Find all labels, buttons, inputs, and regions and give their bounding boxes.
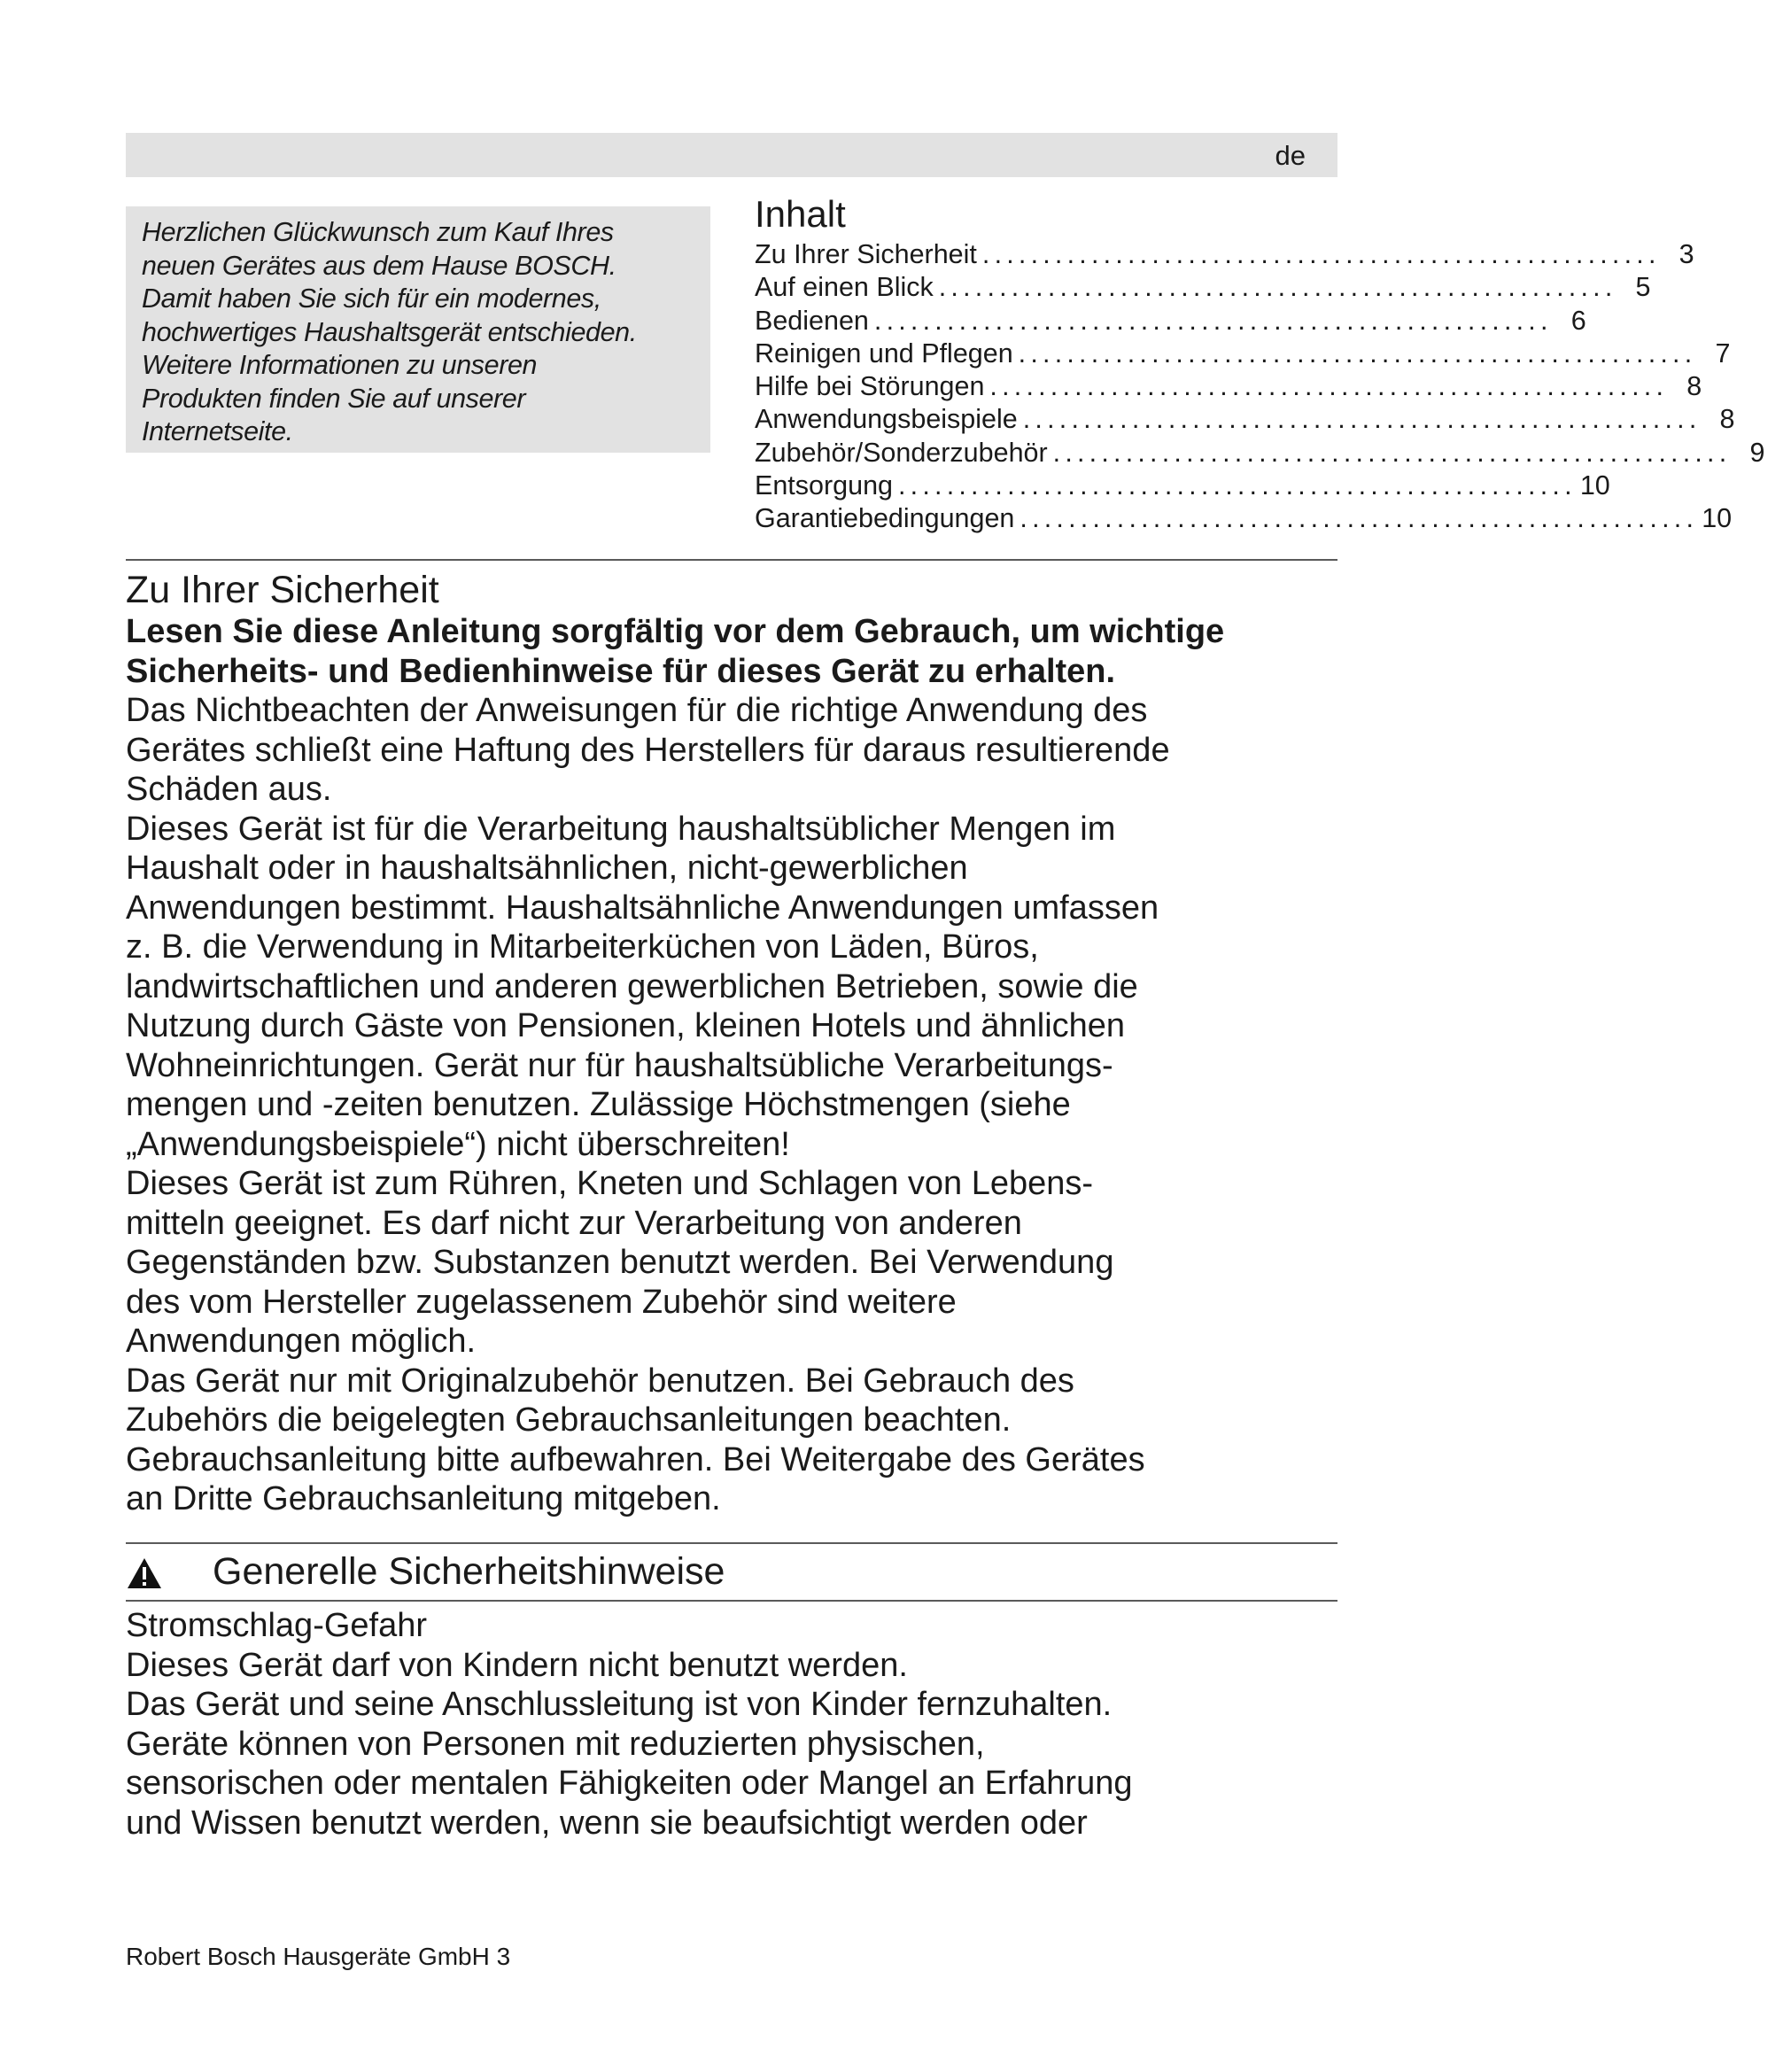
toc-entry-label: Anwendungsbeispiele [755,404,1018,435]
intro-line: Herzlichen Glückwunsch zum Kauf Ihres [142,217,614,247]
toc-entry[interactable] [755,305,1586,338]
body-line: Das Gerät und seine Anschlussleitung ist von Kinder fernzuhalten. [126,1686,1113,1723]
toc-entry-page: 8 [1686,371,1702,402]
toc-entry-label: Reinigen und Pflegen [755,338,1013,369]
warning-triangle-icon [126,1556,163,1590]
section-heading: Generelle Sicherheitshinweise [213,1550,725,1593]
intro-text [142,216,698,449]
header-bar [126,133,1337,177]
body-line: landwirtschaftlichen und anderen gewerblichen Betrieben, sowie die [126,967,1138,1005]
body-line: Schäden aus. [126,771,332,808]
intro-line: Produkten finden Sie auf unserer [142,383,526,414]
body-line: z. B. die Verwendung in Mitarbeiterküchen von Läden, Büros, [126,928,1039,966]
body-line: mengen und -zeiten benutzen. Zulässige Höchstmengen (siehe [126,1086,1071,1123]
toc-entry-page: 9 [1749,437,1765,468]
electric-shock-body [126,1646,1366,1843]
section-divider [126,559,1337,561]
toc-leader-dots: ........................................................ [1020,503,1699,534]
body-line: Dieses Gerät ist zum Rühren, Kneten und Schlagen von Lebens- [126,1165,1094,1202]
body-line: Anwendungen möglich. [126,1323,477,1360]
body-line: Gebrauchsanleitung bitte aufbewahren. Bei Weitergabe des Gerätes [126,1440,1145,1478]
toc-entry-label: Entsorgung [755,470,893,501]
safety-lead [126,612,1366,691]
lead-line: Sicherheits- und Bedienhinweise für dieses Gerät zu erhalten. [126,652,1116,690]
intro-line: Internetseite. [142,416,293,446]
toc-entry-page: 10 [1702,503,1733,534]
body-line: Dieses Gerät ist für die Verarbeitung haushaltsüblicher Mengen im [126,810,1116,848]
toc-entry-page: 8 [1719,404,1735,435]
body-line: Gerätes schließt eine Haftung des Herstellers für daraus resultierende [126,731,1170,769]
toc-entry-label: Hilfe bei Störungen [755,371,985,402]
electric-shock-section [126,1606,1366,1843]
body-line: Anwendungen bestimmt. Haushaltsähnliche Anwendungen umfassen [126,889,1159,927]
toc-entry[interactable] [755,338,1731,370]
page-footer: Robert Bosch Hausgeräte GmbH 3 [126,1943,511,1970]
toc-entry-page: 7 [1715,338,1731,369]
section-divider [126,1542,1337,1544]
toc-leader-dots: ........................................................ [898,470,1577,501]
safety-section [126,568,1366,1519]
section-divider [126,1600,1337,1602]
toc-entry-label: Zu Ihrer Sicherheit [755,239,977,269]
safety-body [126,691,1366,1519]
section-heading: Zu Ihrer Sicherheit [126,569,439,611]
toc-entry[interactable] [755,271,1651,304]
toc-entry[interactable] [755,502,1733,535]
toc-leader-dots: ........................................................ [938,272,1617,303]
toc-entry[interactable] [755,403,1735,436]
body-line: des vom Hersteller zugelassenem Zubehör sind weitere [126,1283,957,1321]
toc-leader-dots: ........................................................ [1018,338,1697,369]
language-label: de [1275,140,1306,171]
toc-entry[interactable] [755,437,1765,469]
body-line: Das Gerät nur mit Originalzubehör benutzen. Bei Gebrauch des [126,1362,1074,1400]
toc-leader-dots: ........................................................ [981,239,1661,269]
general-safety-heading [126,1546,1337,1599]
intro-line: Damit haben Sie sich für ein modernes, [142,283,601,314]
toc-leader-dots: ........................................................ [1052,437,1732,468]
toc-entry-label: Garantiebedingungen [755,503,1015,534]
toc-entry-label: Bedienen [755,305,869,336]
table-of-contents [755,190,1765,536]
body-line: an Dritte Gebrauchsanleitung mitgeben. [126,1480,721,1517]
body-line: Das Nichtbeachten der Anweisungen für die richtige Anwendung des [126,692,1148,729]
toc-leader-dots: ........................................................ [989,371,1669,402]
lead-line: Lesen Sie diese Anleitung sorgfältig vor dem Gebrauch, um wichtige [126,613,1225,650]
toc-entry[interactable] [755,238,1694,271]
toc-entry[interactable] [755,469,1610,502]
body-line: und Wissen benutzt werden, wenn sie beaufsichtigt werden oder [126,1804,1088,1842]
intro-line: neuen Gerätes aus dem Hause BOSCH. [142,250,616,281]
intro-line: hochwertiges Haushaltsgerät entschieden. [142,316,637,347]
toc-entry-label: Auf einen Blick [755,272,934,303]
toc-leader-dots: ........................................................ [1022,404,1702,435]
toc-entry[interactable] [755,370,1702,403]
body-line: Dieses Gerät darf von Kindern nicht benutzt werden. [126,1646,908,1684]
toc-entry-page: 6 [1570,305,1586,336]
body-line: Gegenständen bzw. Substanzen benutzt werden. Bei Verwendung [126,1244,1114,1281]
toc-title: Inhalt [755,193,846,235]
body-line: Wohneinrichtungen. Gerät nur für haushaltsübliche Verarbeitungs- [126,1046,1113,1084]
body-line: sensorischen oder mentalen Fähigkeiten oder Mangel an Erfahrung [126,1765,1133,1802]
body-line: Nutzung durch Gäste von Pensionen, kleinen Hotels und ähnlichen [126,1007,1126,1044]
intro-line: Weitere Informationen zu unseren [142,350,538,380]
toc-entry-page: 5 [1635,272,1651,303]
body-line: mitteln geeignet. Es darf nicht zur Verarbeitung von anderen [126,1204,1022,1242]
toc-leader-dots: ........................................................ [873,305,1553,336]
subsection-heading: Stromschlag-Gefahr [126,1607,428,1644]
toc-entry-page: 10 [1579,470,1610,501]
body-line: „Anwendungsbeispiele“) nicht überschreiten! [126,1125,790,1163]
body-line: Geräte können von Personen mit reduzierten physischen, [126,1725,985,1763]
toc-entry-label: Zubehör/Sonderzubehör [755,437,1048,468]
body-line: Zubehörs die beigelegten Gebrauchsanleitungen beachten. [126,1401,1012,1439]
toc-entry-page: 3 [1679,239,1694,269]
body-line: Haushalt oder in haushaltsähnlichen, nicht-gewerblichen [126,850,968,887]
intro-box [126,206,710,453]
